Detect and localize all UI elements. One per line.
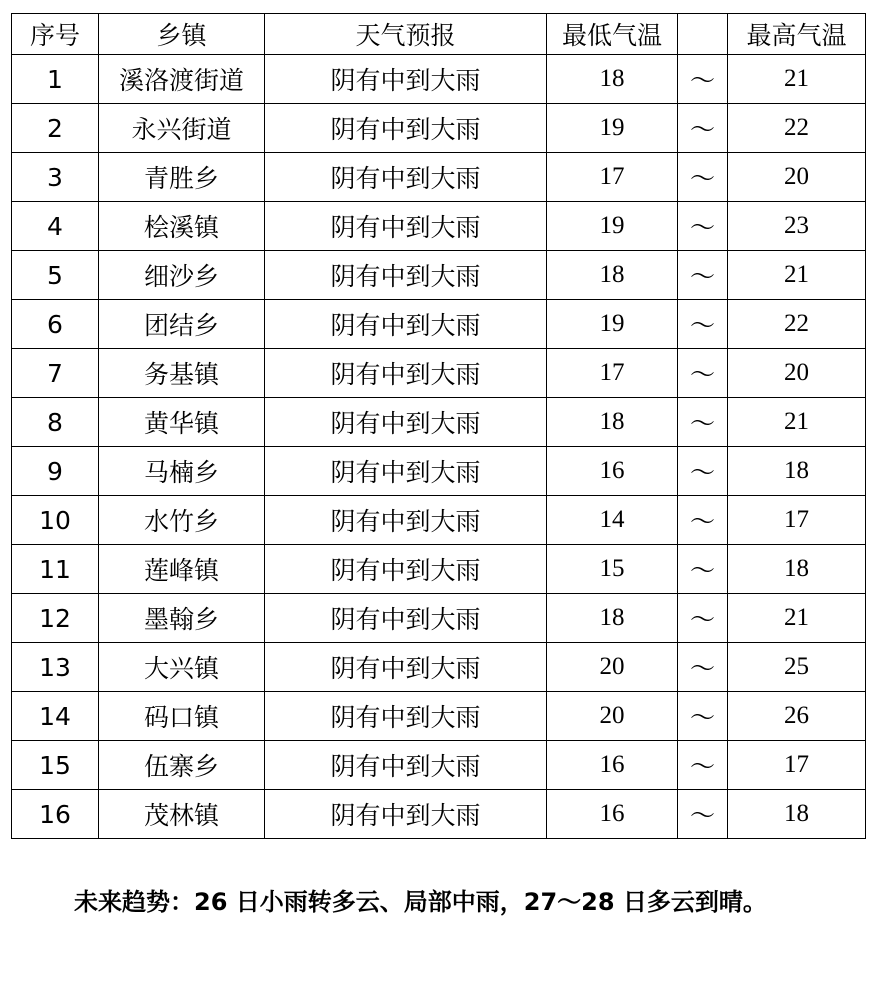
table-row — [12, 104, 866, 153]
cell-no: 10 — [12, 496, 99, 545]
cell-high-temp: 20 — [728, 153, 866, 202]
cell-low-temp: 19 — [547, 202, 678, 251]
cell-separator: ～ — [678, 300, 728, 349]
cell-no: 15 — [12, 741, 99, 790]
cell-no: 4 — [12, 202, 99, 251]
cell-low-temp: 18 — [547, 398, 678, 447]
cell-separator: ～ — [678, 594, 728, 643]
table-row — [12, 545, 866, 594]
table-body — [12, 55, 866, 839]
cell-no: 6 — [12, 300, 99, 349]
table-row — [12, 398, 866, 447]
cell-town: 黄华镇 — [99, 398, 265, 447]
future-trend-text: 未来趋势：26 日小雨转多云、局部中雨，27～28 日多云到晴。 — [74, 888, 767, 916]
cell-no: 16 — [12, 790, 99, 839]
cell-town: 细沙乡 — [99, 251, 265, 300]
header-separator — [678, 14, 728, 55]
cell-no: 7 — [12, 349, 99, 398]
cell-low-temp: 14 — [547, 496, 678, 545]
cell-separator: ～ — [678, 55, 728, 104]
cell-weather: 阴有中到大雨 — [265, 153, 547, 202]
cell-weather: 阴有中到大雨 — [265, 104, 547, 153]
cell-no: 13 — [12, 643, 99, 692]
cell-separator: ～ — [678, 251, 728, 300]
cell-no: 5 — [12, 251, 99, 300]
cell-separator: ～ — [678, 790, 728, 839]
table-row — [12, 741, 866, 790]
cell-separator: ～ — [678, 692, 728, 741]
cell-high-temp: 18 — [728, 545, 866, 594]
cell-low-temp: 19 — [547, 300, 678, 349]
cell-weather: 阴有中到大雨 — [265, 790, 547, 839]
cell-high-temp: 17 — [728, 741, 866, 790]
cell-weather: 阴有中到大雨 — [265, 496, 547, 545]
cell-weather: 阴有中到大雨 — [265, 251, 547, 300]
table-row — [12, 447, 866, 496]
table-row — [12, 594, 866, 643]
cell-town: 马楠乡 — [99, 447, 265, 496]
cell-town: 码口镇 — [99, 692, 265, 741]
cell-low-temp: 16 — [547, 741, 678, 790]
cell-town: 溪洛渡街道 — [99, 55, 265, 104]
cell-town: 青胜乡 — [99, 153, 265, 202]
cell-no: 1 — [12, 55, 99, 104]
cell-high-temp: 21 — [728, 55, 866, 104]
cell-high-temp: 26 — [728, 692, 866, 741]
cell-town: 大兴镇 — [99, 643, 265, 692]
header-high-temp: 最高气温 — [728, 14, 866, 55]
cell-weather: 阴有中到大雨 — [265, 741, 547, 790]
cell-high-temp: 20 — [728, 349, 866, 398]
table-row — [12, 349, 866, 398]
cell-no: 8 — [12, 398, 99, 447]
cell-separator: ～ — [678, 741, 728, 790]
cell-low-temp: 17 — [547, 153, 678, 202]
cell-town: 桧溪镇 — [99, 202, 265, 251]
cell-town: 墨翰乡 — [99, 594, 265, 643]
table-row — [12, 692, 866, 741]
cell-low-temp: 16 — [547, 447, 678, 496]
cell-separator: ～ — [678, 545, 728, 594]
cell-separator: ～ — [678, 398, 728, 447]
table-row — [12, 790, 866, 839]
header-town: 乡镇 — [99, 14, 265, 55]
cell-weather: 阴有中到大雨 — [265, 692, 547, 741]
cell-no: 14 — [12, 692, 99, 741]
table-row — [12, 496, 866, 545]
cell-no: 11 — [12, 545, 99, 594]
cell-weather: 阴有中到大雨 — [265, 398, 547, 447]
cell-low-temp: 17 — [547, 349, 678, 398]
table-header-row — [12, 14, 866, 55]
cell-high-temp: 22 — [728, 104, 866, 153]
cell-no: 3 — [12, 153, 99, 202]
table-row — [12, 55, 866, 104]
cell-high-temp: 21 — [728, 251, 866, 300]
table-row — [12, 153, 866, 202]
cell-weather: 阴有中到大雨 — [265, 643, 547, 692]
cell-low-temp: 18 — [547, 55, 678, 104]
cell-low-temp: 19 — [547, 104, 678, 153]
cell-separator: ～ — [678, 104, 728, 153]
cell-no: 9 — [12, 447, 99, 496]
cell-weather: 阴有中到大雨 — [265, 349, 547, 398]
header-no: 序号 — [12, 14, 99, 55]
table-row — [12, 643, 866, 692]
weather-forecast-table — [11, 13, 866, 839]
cell-town: 永兴街道 — [99, 104, 265, 153]
table-row — [12, 251, 866, 300]
cell-low-temp: 18 — [547, 594, 678, 643]
cell-separator: ～ — [678, 643, 728, 692]
cell-high-temp: 21 — [728, 594, 866, 643]
cell-town: 茂林镇 — [99, 790, 265, 839]
cell-low-temp: 20 — [547, 643, 678, 692]
cell-separator: ～ — [678, 349, 728, 398]
cell-high-temp: 22 — [728, 300, 866, 349]
cell-high-temp: 18 — [728, 790, 866, 839]
cell-high-temp: 17 — [728, 496, 866, 545]
cell-weather: 阴有中到大雨 — [265, 300, 547, 349]
cell-no: 12 — [12, 594, 99, 643]
cell-separator: ～ — [678, 447, 728, 496]
cell-no: 2 — [12, 104, 99, 153]
cell-separator: ～ — [678, 153, 728, 202]
cell-high-temp: 23 — [728, 202, 866, 251]
table-row — [12, 300, 866, 349]
cell-separator: ～ — [678, 496, 728, 545]
cell-low-temp: 20 — [547, 692, 678, 741]
cell-low-temp: 15 — [547, 545, 678, 594]
cell-high-temp: 25 — [728, 643, 866, 692]
table-row — [12, 202, 866, 251]
cell-weather: 阴有中到大雨 — [265, 545, 547, 594]
cell-low-temp: 16 — [547, 790, 678, 839]
header-low-temp: 最低气温 — [547, 14, 678, 55]
cell-low-temp: 18 — [547, 251, 678, 300]
cell-weather: 阴有中到大雨 — [265, 447, 547, 496]
cell-town: 务基镇 — [99, 349, 265, 398]
cell-weather: 阴有中到大雨 — [265, 55, 547, 104]
cell-town: 伍寨乡 — [99, 741, 265, 790]
cell-town: 莲峰镇 — [99, 545, 265, 594]
cell-town: 水竹乡 — [99, 496, 265, 545]
cell-town: 团结乡 — [99, 300, 265, 349]
cell-separator: ～ — [678, 202, 728, 251]
cell-high-temp: 21 — [728, 398, 866, 447]
cell-weather: 阴有中到大雨 — [265, 594, 547, 643]
header-weather: 天气预报 — [265, 14, 547, 55]
cell-weather: 阴有中到大雨 — [265, 202, 547, 251]
cell-high-temp: 18 — [728, 447, 866, 496]
